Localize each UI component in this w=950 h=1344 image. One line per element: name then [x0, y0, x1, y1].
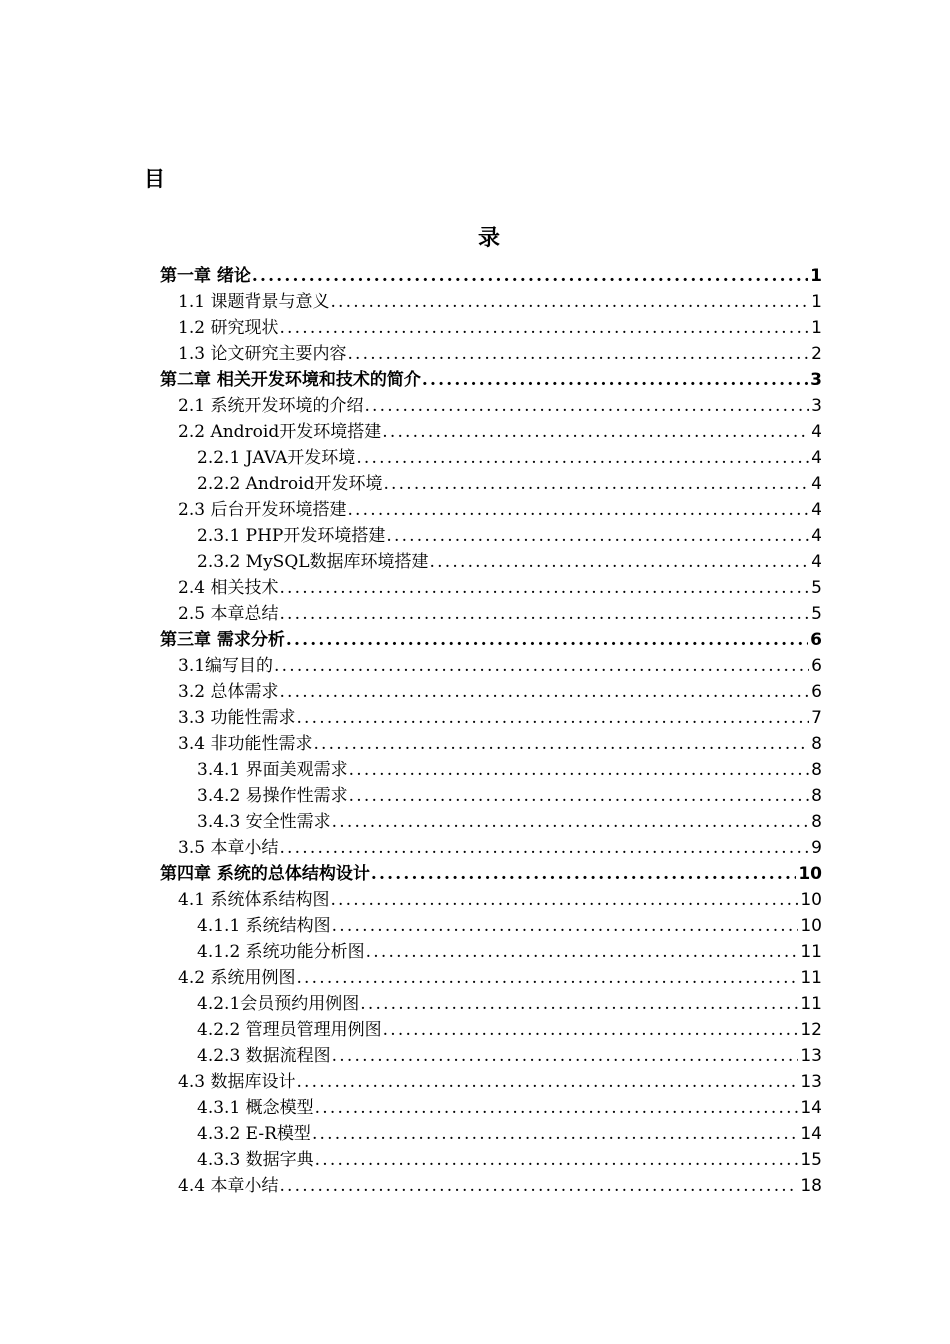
- toc-entry[interactable]: [160, 835, 822, 861]
- toc-entry[interactable]: [160, 419, 822, 445]
- toc-dot-leader: [430, 549, 810, 575]
- toc-entry[interactable]: [160, 575, 822, 601]
- toc-dot-leader: [252, 263, 808, 289]
- toc-entry[interactable]: [160, 965, 822, 991]
- toc-entry-title: 4.4 本章小结: [178, 1176, 279, 1196]
- toc-entry-title: 2.1 系统开发环境的介绍: [178, 396, 364, 416]
- toc-entry-title: 4.2.3 数据流程图: [197, 1046, 331, 1066]
- toc-entry-title: 4.3.3 数据字典: [197, 1150, 314, 1170]
- toc-entry-page: 13: [800, 1072, 822, 1092]
- toc-entry[interactable]: [160, 393, 822, 419]
- toc-entry-title: 第四章 系统的总体结构设计: [160, 864, 370, 884]
- toc-entry[interactable]: [160, 653, 822, 679]
- toc-entry-title: 3.3 功能性需求: [178, 708, 296, 728]
- toc-entry-title: 2.5 本章总结: [178, 604, 279, 624]
- toc-dot-leader: [279, 1173, 798, 1199]
- toc-entry-page: 8: [811, 786, 822, 806]
- toc-entry-page: 11: [800, 968, 822, 988]
- toc-dot-leader: [356, 445, 809, 471]
- toc-entry-title: 1.3 论文研究主要内容: [178, 344, 347, 364]
- toc-entry-page: 4: [811, 500, 822, 520]
- toc-entry-page: 4: [811, 526, 822, 546]
- toc-entry-title: 3.5 本章小结: [178, 838, 279, 858]
- toc-entry[interactable]: [160, 1043, 822, 1069]
- toc-dot-leader: [332, 1043, 799, 1069]
- toc-dot-leader: [371, 861, 796, 887]
- toc-dot-leader: [279, 601, 809, 627]
- toc-entry-title: 4.3.2 E-R模型: [197, 1124, 311, 1144]
- toc-dot-leader: [347, 341, 809, 367]
- toc-entry-title: 2.2.2 Android开发环境: [197, 474, 383, 494]
- toc-dot-leader: [364, 393, 809, 419]
- toc-entry[interactable]: [160, 627, 822, 653]
- toc-dot-leader: [279, 679, 809, 705]
- toc-entry-title: 4.1.1 系统结构图: [197, 916, 331, 936]
- toc-entry-page: 1: [811, 318, 822, 338]
- toc-entry[interactable]: [160, 1017, 822, 1043]
- toc-entry[interactable]: [160, 1173, 822, 1199]
- toc-entry[interactable]: [160, 913, 822, 939]
- toc-dot-leader: [315, 1147, 799, 1173]
- toc-entry-page: 6: [811, 682, 822, 702]
- toc-title-second-char: 录: [478, 226, 501, 251]
- toc-entry[interactable]: [160, 1121, 822, 1147]
- toc-entry-page: 5: [811, 578, 822, 598]
- toc-entry[interactable]: [160, 731, 822, 757]
- toc-entry[interactable]: [160, 1095, 822, 1121]
- toc-entry-page: 8: [811, 734, 822, 754]
- toc-entry-page: 3: [810, 370, 822, 390]
- toc-entry[interactable]: [160, 887, 822, 913]
- toc-entry[interactable]: [160, 601, 822, 627]
- toc-entry[interactable]: [160, 679, 822, 705]
- toc-dot-leader: [382, 419, 809, 445]
- toc-entry-title: 4.2.1会员预约用例图: [197, 994, 360, 1014]
- toc-entry[interactable]: [160, 991, 822, 1017]
- toc-dot-leader: [279, 575, 809, 601]
- toc-dot-leader: [296, 705, 809, 731]
- toc-dot-leader: [330, 289, 809, 315]
- toc-entry-page: 11: [800, 942, 822, 962]
- toc-dot-leader: [296, 1069, 798, 1095]
- toc-entry[interactable]: [160, 861, 822, 887]
- toc-dot-leader: [349, 783, 810, 809]
- toc-entry-page: 7: [811, 708, 822, 728]
- toc-entry-page: 10: [800, 916, 822, 936]
- toc-entry-title: 4.2.2 管理员管理用例图: [197, 1020, 382, 1040]
- toc-entry[interactable]: [160, 263, 822, 289]
- toc-entry[interactable]: [160, 705, 822, 731]
- toc-entry-title: 3.4 非功能性需求: [178, 734, 313, 754]
- toc-dot-leader: [386, 523, 809, 549]
- toc-dot-leader: [349, 757, 810, 783]
- toc-dot-leader: [330, 887, 798, 913]
- toc-entry-title: 4.3 数据库设计: [178, 1072, 296, 1092]
- toc-entry-page: 4: [811, 448, 822, 468]
- toc-entry-page: 8: [811, 760, 822, 780]
- toc-entry-title: 3.4.1 界面美观需求: [197, 760, 348, 780]
- toc-entry-title: 2.3.1 PHP开发环境搭建: [197, 526, 386, 546]
- toc-entry-page: 10: [800, 890, 822, 910]
- toc-entry-page: 13: [800, 1046, 822, 1066]
- toc-entry-title: 2.2.1 JAVA开发环境: [197, 448, 356, 468]
- toc-dot-leader: [296, 965, 798, 991]
- toc-entry-title: 2.4 相关技术: [178, 578, 279, 598]
- toc-entry[interactable]: [160, 471, 822, 497]
- toc-entry-page: 4: [811, 552, 822, 572]
- toc-entry-page: 14: [800, 1098, 822, 1118]
- toc-entry-page: 2: [811, 344, 822, 364]
- toc-entry-page: 11: [800, 994, 822, 1014]
- toc-entry-page: 1: [811, 292, 822, 312]
- toc-dot-leader: [286, 627, 808, 653]
- toc-entry-title: 2.3 后台开发环境搭建: [178, 500, 347, 520]
- toc-entry-page: 12: [800, 1020, 822, 1040]
- toc-entry-title: 2.2 Android开发环境搭建: [178, 422, 382, 442]
- toc-entry-title: 4.2 系统用例图: [178, 968, 296, 988]
- toc-dot-leader: [274, 653, 809, 679]
- toc-dot-leader: [312, 1121, 798, 1147]
- toc-dot-leader: [279, 315, 809, 341]
- toc-entry-title: 1.1 课题背景与意义: [178, 292, 330, 312]
- toc-dot-leader: [383, 471, 809, 497]
- toc-title-first-char: 目: [144, 167, 165, 191]
- toc-entry-title: 4.1 系统体系结构图: [178, 890, 330, 910]
- toc-entry-page: 3: [811, 396, 822, 416]
- toc-dot-leader: [279, 835, 809, 861]
- toc-entry[interactable]: [160, 289, 822, 315]
- toc-entry[interactable]: [160, 939, 822, 965]
- toc-entry[interactable]: [160, 1147, 822, 1173]
- toc-entry-page: 6: [811, 656, 822, 676]
- toc-entry-page: 1: [810, 266, 822, 286]
- toc-entry[interactable]: [160, 757, 822, 783]
- toc-entry-page: 4: [811, 474, 822, 494]
- toc-dot-leader: [366, 939, 799, 965]
- toc-entry-title: 3.4.3 安全性需求: [197, 812, 331, 832]
- table-of-contents: [160, 263, 822, 1199]
- toc-entry-title: 2.3.2 MySQL数据库环境搭建: [197, 552, 429, 572]
- toc-dot-leader: [313, 731, 809, 757]
- toc-entry-title: 4.3.1 概念模型: [197, 1098, 314, 1118]
- toc-entry-page: 15: [800, 1150, 822, 1170]
- toc-dot-leader: [332, 809, 810, 835]
- toc-dot-leader: [332, 913, 799, 939]
- toc-entry[interactable]: [160, 497, 822, 523]
- toc-entry-page: 8: [811, 812, 822, 832]
- toc-entry-page: 6: [810, 630, 822, 650]
- toc-dot-leader: [422, 367, 808, 393]
- toc-dot-leader: [315, 1095, 799, 1121]
- toc-entry[interactable]: [160, 315, 822, 341]
- toc-entry-title: 第二章 相关开发环境和技术的简介: [160, 370, 421, 390]
- toc-entry-title: 1.2 研究现状: [178, 318, 279, 338]
- toc-entry[interactable]: [160, 1069, 822, 1095]
- toc-entry-page: 5: [811, 604, 822, 624]
- toc-entry-title: 4.1.2 系统功能分析图: [197, 942, 365, 962]
- toc-entry-title: 3.2 总体需求: [178, 682, 279, 702]
- toc-entry-page: 10: [798, 864, 822, 884]
- toc-entry[interactable]: [160, 783, 822, 809]
- toc-entry-page: 14: [800, 1124, 822, 1144]
- toc-entry-title: 第三章 需求分析: [160, 630, 285, 650]
- toc-dot-leader: [360, 991, 798, 1017]
- toc-entry-title: 第一章 绪论: [160, 266, 251, 286]
- toc-entry[interactable]: [160, 523, 822, 549]
- toc-entry-page: 18: [800, 1176, 822, 1196]
- toc-entry-page: 4: [811, 422, 822, 442]
- toc-entry[interactable]: [160, 341, 822, 367]
- toc-entry[interactable]: [160, 445, 822, 471]
- toc-entry[interactable]: [160, 809, 822, 835]
- toc-dot-leader: [347, 497, 809, 523]
- toc-entry[interactable]: [160, 367, 822, 393]
- toc-entry[interactable]: [160, 549, 822, 575]
- toc-entry-title: 3.4.2 易操作性需求: [197, 786, 348, 806]
- toc-dot-leader: [383, 1017, 799, 1043]
- toc-entry-title: 3.1编写目的: [178, 656, 274, 676]
- toc-entry-page: 9: [811, 838, 822, 858]
